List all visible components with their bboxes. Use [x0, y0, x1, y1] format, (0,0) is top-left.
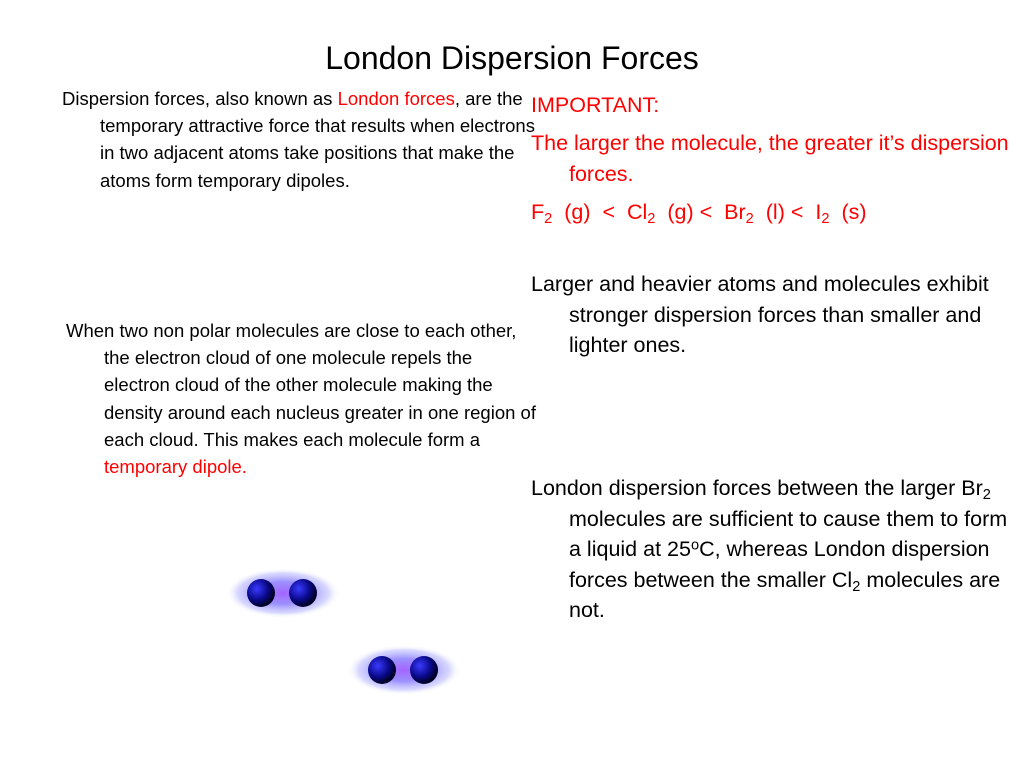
chlorine-subscript: 2: [647, 211, 656, 228]
fluorine-state: (g): [564, 200, 591, 224]
explanation-text: When two non polar molecules are close to each other, the electron cloud of one molecule repels the electron cloud of the other molecule making the density around each nucleus greater in one region of each cloud. This makes each molecule form a: [66, 320, 536, 450]
important-label: [531, 90, 1019, 121]
molecule-illustration-1: [225, 567, 341, 619]
statement-part-3: C, whereas London dispersion forces between the smaller Cl: [569, 537, 990, 592]
statement-part-1: London dispersion forces between the larger Br: [531, 476, 983, 500]
degree-sup: o: [690, 537, 700, 554]
left-paragraph-explanation: [66, 317, 536, 480]
statement-part-4: molecules are not.: [569, 567, 1001, 622]
bromine-symbol: Br: [724, 200, 746, 224]
fluorine-symbol: F: [531, 200, 545, 224]
chlorine-sub: 2: [852, 578, 861, 595]
atom-right: [410, 656, 438, 684]
statement-part-2: molecules are sufficient to cause them to form a liquid at 25: [569, 506, 1008, 561]
size-statement-text: Larger and heavier atoms and molecules exhibit stronger dispersion forces than smaller and lighter ones.: [531, 272, 989, 357]
atom-right: [289, 579, 317, 607]
chlorine-state: (g): [667, 200, 694, 224]
electron-cloud: [347, 645, 461, 695]
bromine-chlorine-statement: [531, 473, 1009, 626]
less-than-2: <: [699, 200, 713, 224]
halogen-series: [531, 197, 1001, 228]
atom-left: [247, 579, 275, 607]
temporary-dipole-highlight: temporary dipole.: [104, 456, 247, 478]
atom-left: [368, 656, 396, 684]
london-forces-highlight: London forces: [337, 88, 455, 109]
less-than-3: <: [790, 200, 804, 224]
fluorine-subscript: 2: [544, 211, 553, 228]
electron-cloud: [226, 568, 340, 618]
molecule-illustration-2: [346, 644, 462, 696]
bromine-state: (l): [765, 200, 785, 224]
definition-text-continued: , are the temporary attractive force that results when electrons in two adjacent atoms take positions that make the atoms form temporary dipoles.: [100, 88, 535, 191]
less-than-1: <: [602, 200, 616, 224]
important-statement: [531, 128, 1019, 189]
important-statement-text: The larger the molecule, the greater it’s dispersion forces.: [531, 131, 1009, 186]
iodine-symbol: I: [815, 200, 822, 224]
bromine-subscript: 2: [745, 211, 754, 228]
iodine-state: (s): [841, 200, 867, 224]
important-label-text: IMPORTANT:: [531, 93, 660, 117]
size-statement: [531, 269, 1009, 361]
chlorine-symbol: Cl: [626, 200, 648, 224]
slide-title: London Dispersion Forces: [325, 40, 699, 76]
bromine-sub: 2: [982, 487, 991, 504]
iodine-subscript: 2: [821, 211, 830, 228]
definition-text: Dispersion forces, also known as: [62, 88, 338, 109]
left-paragraph-definition: [62, 85, 540, 194]
